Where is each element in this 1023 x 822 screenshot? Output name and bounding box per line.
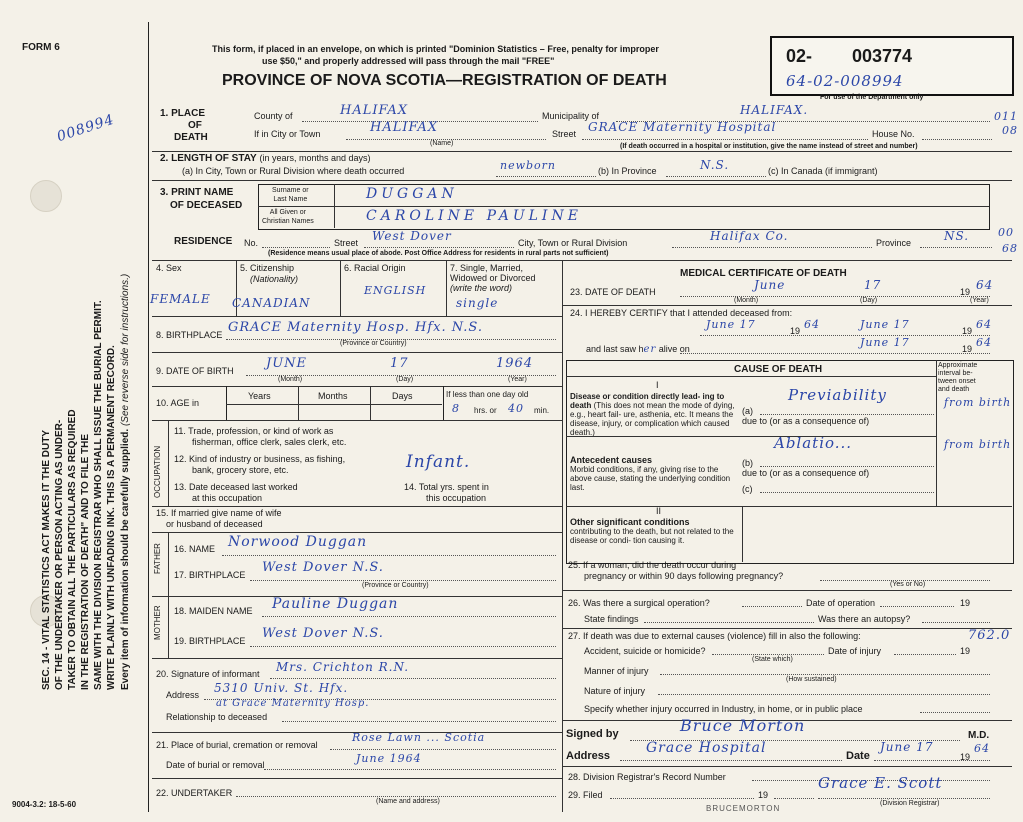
min-value: 40: [508, 402, 524, 415]
side-code: 68: [1002, 242, 1018, 255]
alive-date: June 17: [860, 336, 910, 349]
informant-sig-label: 20. Signature of informant: [156, 669, 260, 679]
signed-date-label: Date: [846, 750, 870, 762]
mother-birthplace-label: 19. BIRTHPLACE: [174, 636, 246, 646]
occupation-value: Infant.: [406, 452, 471, 472]
year-caption: (Year): [508, 376, 527, 383]
stay-a-label: (a) In City, Town or Rural Division where death occurred: [182, 166, 405, 176]
stay-b-value: N.S.: [700, 158, 730, 172]
signed-value: Bruce Morton: [680, 716, 806, 735]
margin-number: 008994: [55, 111, 117, 146]
cause-b-value: Ablatio...: [774, 434, 853, 452]
occupation-side-label: OCCUPATION: [153, 445, 162, 498]
residence-province-label: Province: [876, 238, 912, 248]
margin-code: 762.0: [968, 628, 1011, 643]
side-code: 011: [994, 110, 1018, 123]
q29-label: 29. Filed: [568, 790, 603, 800]
residence-street-value: West Dover: [372, 229, 452, 243]
death-year-prefix: 19: [960, 287, 971, 297]
maiden-name-value: Pauline Duggan: [272, 596, 399, 612]
marital-value: single: [456, 296, 499, 310]
certify-label: 24. I HEREBY CERTIFY that I attended deceased from:: [570, 308, 793, 318]
findings-label: State findings: [584, 614, 639, 624]
stay-a-value: newborn: [500, 159, 557, 172]
every-item-notice: Every item of information should be carefully supplied. (See reverse side for instructions.): [120, 273, 131, 690]
county-label: County of: [254, 111, 293, 121]
place-of-death-label: 1. PLACE OF DEATH: [160, 108, 208, 143]
injury-date-label: Date of injury: [828, 646, 882, 656]
day-caption: (Day): [396, 376, 414, 383]
months-label: Months: [318, 391, 348, 401]
residence-note: (Residence means usual place of abode. Post Office Address for residents in rural parts not sufficient): [268, 250, 609, 257]
citizenship-value: CANADIAN: [232, 296, 311, 310]
q28-label: 28. Division Registrar's Record Number: [568, 772, 726, 782]
form-id: FORM 6: [22, 42, 60, 53]
footer-code: 9004-3.2: 18-5-60: [12, 800, 77, 809]
envelope-note-2: use $50," and properly addressed will pass through the mail "FREE": [262, 56, 555, 66]
cause-b-interval: from birth: [944, 438, 1012, 451]
street-value: GRACE Maternity Hospital: [588, 120, 777, 134]
age-label: 10. AGE in: [156, 398, 200, 408]
city-label: If in City or Town: [254, 129, 321, 139]
month-caption: (Month): [278, 376, 303, 383]
certify-from: June 17: [706, 318, 756, 331]
dob-month: JUNE: [266, 356, 308, 371]
how-sustained-caption: (How sustained): [786, 676, 837, 683]
antecedent-label: Antecedent causes Morbid conditions, if any, giving rise to the above cause, stating the underlying condition last.: [570, 455, 731, 492]
yes-no-caption: (Yes or No): [890, 581, 926, 588]
signed-date-value: June 17: [880, 740, 934, 754]
hrs-label: hrs. or: [474, 406, 497, 415]
certify-to-19: 19: [962, 326, 973, 336]
q27-label: 27. If death was due to external causes (violence) fill in also the following:: [568, 631, 861, 641]
surname-value: DUGGAN: [366, 186, 458, 202]
md-label: M.D.: [968, 730, 990, 741]
autopsy-label: Was there an autopsy?: [818, 614, 911, 624]
days-label: Days: [392, 391, 413, 401]
alive-19: 19: [962, 344, 973, 354]
signer-address-value: Grace Hospital: [646, 740, 767, 756]
name-caption: (Name): [430, 140, 454, 147]
q11-label: 11. Trade, profession, or kind of work as fisherman, office clerk, sales clerk, etc.: [174, 426, 347, 447]
mother-birthplace-value: West Dover N.S.: [262, 626, 384, 641]
residence-street-label: Street: [334, 238, 359, 248]
death-date-day: 17: [864, 278, 882, 292]
cause-a-value: Previability: [788, 386, 887, 404]
father-name-label: 16. NAME: [174, 544, 216, 554]
cause-c-label: (c): [742, 484, 753, 494]
side-code: 00: [998, 226, 1014, 239]
dob-label: 9. DATE OF BIRTH: [156, 366, 234, 376]
burial-date-label: Date of burial or removal: [166, 760, 265, 770]
q13-label: 13. Date deceased last worked at this occupation: [174, 482, 298, 503]
cause-a-label: (a): [742, 406, 753, 416]
certify-to-year: 64: [976, 318, 992, 331]
accident-label: Accident, suicide or homicide?: [584, 646, 706, 656]
residence-city-value: Halifax Co.: [710, 229, 789, 243]
informant-address-2: at Grace Maternity Hosp.: [216, 698, 370, 709]
min-label: min.: [534, 406, 550, 415]
stamp-text: BRUCEMORTON: [706, 804, 781, 813]
form-title: PROVINCE OF NOVA SCOTIA—REGISTRATION OF DEATH: [222, 72, 667, 89]
q14-label: 14. Total yrs. spent in this occupation: [404, 482, 489, 503]
informant-address-1: 5310 Univ. St. Hfx.: [214, 681, 349, 695]
medical-title: MEDICAL CERTIFICATE OF DEATH: [680, 268, 847, 279]
relationship-label: Relationship to deceased: [166, 712, 268, 722]
death-date-label: 23. DATE OF DEATH: [570, 287, 656, 297]
signed-label: Signed by: [566, 728, 619, 740]
death-year-caption: (Year): [970, 297, 989, 304]
section-i: I: [656, 380, 659, 390]
death-day-caption: (Day): [860, 297, 878, 304]
cause-title: CAUSE OF DEATH: [734, 364, 823, 375]
sex-value: FEMALE: [150, 292, 211, 306]
father-birthplace-value: West Dover N.S.: [262, 560, 384, 575]
maiden-name-label: 18. MAIDEN NAME: [174, 606, 253, 616]
signed-19: 19: [960, 752, 971, 762]
due-to-a: due to (or as a consequence of): [742, 416, 870, 426]
interval-label: Approximate interval be- tween onset and death: [938, 362, 978, 393]
filed-19: 19: [758, 790, 769, 800]
manner-label: Manner of injury: [584, 666, 649, 676]
dob-year: 1964: [496, 356, 534, 371]
dept-use: For use of the Department only: [820, 94, 924, 101]
certify-from-19: 19: [790, 326, 801, 336]
specify-label: Specify whether injury occurred in Industry, in home, or in public place: [584, 704, 863, 714]
cause-a-interval: from birth: [944, 396, 1012, 409]
undertaker-caption: (Name and address): [376, 798, 440, 805]
hand-reg-number: 64-02-008994: [786, 72, 904, 90]
given-label: All Given or Christian Names: [262, 209, 314, 225]
stay-c-label: (c) In Canada (if immigrant): [768, 166, 878, 176]
name-section-label: 3. PRINT NAME OF DECEASED: [160, 187, 243, 211]
cause-b-label: (b): [742, 458, 753, 468]
father-birthplace-label: 17. BIRTHPLACE: [174, 570, 246, 580]
registrar-signature: Grace E. Scott: [818, 774, 943, 792]
birthplace-value: GRACE Maternity Hosp. Hfx. N.S.: [228, 320, 483, 335]
death-month-caption: (Month): [734, 297, 759, 304]
disease-label: Disease or condition directly lead- ing to death (This does not mean the mode of dying, e.g., heart fail- ure, asthenia, etc. It means the disease, injury, or complication which caused death.): [570, 392, 735, 437]
death-date-year: 64: [976, 278, 994, 292]
birthplace-caption: (Province or Country): [340, 340, 407, 347]
signed-year: 64: [974, 742, 990, 755]
less-than-label: If less than one day old: [446, 390, 529, 399]
q25-label: 25. If a woman, did the death occur during pregnancy or within 90 days following pregnancy?: [568, 560, 784, 581]
envelope-note-1: This form, if placed in an envelope, on which is printed "Dominion Statistics – Free, penalty for improper: [212, 44, 659, 54]
street-label: Street: [552, 129, 577, 139]
nature-label: Nature of injury: [584, 686, 646, 696]
residence-no-label: No.: [244, 238, 259, 248]
side-code: 08: [1002, 124, 1018, 137]
due-to-b: due to (or as a consequence of): [742, 468, 870, 478]
house-label: House No.: [872, 129, 915, 139]
mother-side-label: MOTHER: [153, 605, 162, 640]
racial-label: 6. Racial Origin: [344, 263, 406, 273]
institution-note: (If death occurred in a hospital or institution, give the name instead of street and number): [620, 143, 918, 150]
state-which-caption: (State which): [752, 656, 793, 663]
q12-label: 12. Kind of industry or business, as fishing, bank, grocery store, etc.: [174, 454, 346, 475]
certify-to: June 17: [860, 318, 910, 331]
residence-province-value: NS.: [944, 229, 970, 243]
reg-prefix: 02-: [786, 46, 813, 66]
q26-label: 26. Was there a surgical operation?: [568, 598, 710, 608]
registrar-caption: (Division Registrar): [880, 800, 940, 807]
city-value: HALIFAX: [370, 120, 439, 135]
marital-label: 7. Single, Married, Widowed or Divorced (write the word): [450, 263, 536, 293]
burial-date-value: June 1964: [356, 752, 422, 765]
father-birthplace-caption: (Province or Country): [362, 582, 429, 589]
alive-year: 64: [976, 336, 992, 349]
residence-label: RESIDENCE: [174, 236, 233, 247]
birthplace-label: 8. BIRTHPLACE: [156, 330, 223, 340]
county-value: HALIFAX: [340, 103, 409, 118]
death-date-month: June: [754, 278, 786, 292]
municipality-value: HALIFAX.: [740, 103, 809, 117]
burial-place-value: Rose Lawn ... Scotia: [352, 731, 486, 744]
years-label: Years: [248, 391, 271, 401]
punch-hole: [30, 180, 62, 212]
stay-b-label: (b) In Province: [598, 166, 657, 176]
signer-address-label: Address: [566, 750, 611, 762]
municipality-label: Municipality of: [542, 111, 600, 121]
certify-from-year: 64: [804, 318, 820, 331]
undertaker-label: 22. UNDERTAKER: [156, 788, 233, 798]
registration-number-box: [770, 36, 1014, 96]
dob-day: 17: [390, 356, 409, 371]
father-side-label: FATHER: [153, 543, 162, 574]
hrs-value: 8: [452, 402, 460, 415]
informant-sig-value: Mrs. Crichton R.N.: [276, 660, 410, 674]
reg-number: 003774: [852, 46, 913, 66]
informant-address-label: Address: [166, 690, 200, 700]
sex-label: 4. Sex: [156, 263, 182, 273]
sec14-notice: SEC. 14 - VITAL STATISTICS ACT MAKES IT THE DUTY OF THE UNDERTAKER OR PERSON ACTING AS UNDER- TAKER TO OBTAIN ALL THE PARTICULARS AS REQUIRED IN THE REGISTRATION OF DEATH" AND TO FILE THE SAME WITH THE DIVISION REGISTRAR WHO SHALL ISSUE THE BURIAL PERMIT. WRITE PLAINLY WITH UNFADING INK. THIS IS A PERMANENT RECORD.: [41, 300, 117, 690]
father-name-value: Norwood Duggan: [228, 534, 368, 550]
other-conditions-label: Other significant conditions contributing to the death, but not related to the disease or condi- tion causing it.: [570, 517, 734, 545]
racial-value: ENGLISH: [364, 284, 427, 297]
given-value: CAROLINE PAULINE: [366, 208, 582, 224]
length-of-stay-label: 2. LENGTH OF STAY (in years, months and days): [160, 153, 371, 164]
operation-19: 19: [960, 598, 971, 608]
spouse-label: 15. If married give name of wife or husband of deceased: [156, 508, 282, 529]
last-saw-label: and last saw her alive on: [586, 344, 690, 355]
citizenship-label: 5. Citizenship (Nationality): [240, 263, 299, 284]
residence-city-label: City, Town or Rural Division: [518, 238, 628, 248]
surname-label: Surname or Last Name: [272, 187, 309, 203]
burial-place-label: 21. Place of burial, cremation or removal: [156, 740, 318, 750]
injury-19: 19: [960, 646, 971, 656]
operation-date-label: Date of operation: [806, 598, 876, 608]
section-ii: II: [656, 506, 662, 516]
